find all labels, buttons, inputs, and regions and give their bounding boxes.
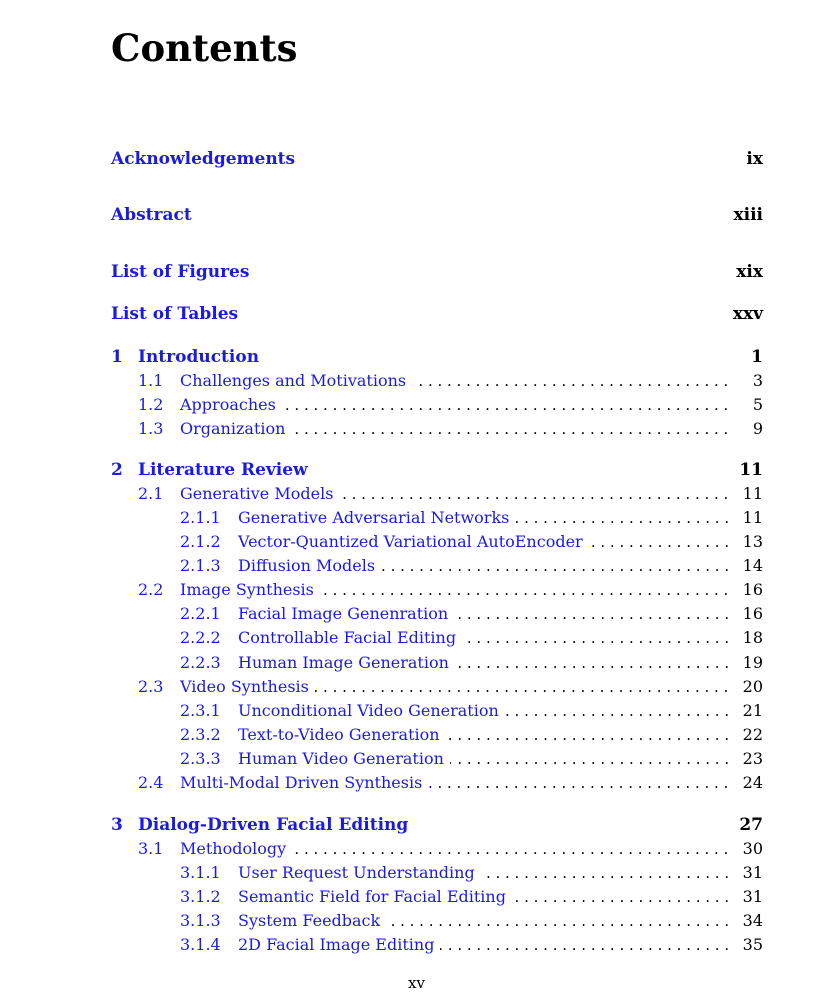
toc-link-title[interactable]: Video Synthesis	[180, 675, 315, 699]
toc-subsection-2-2-3[interactable]	[0, 651, 833, 675]
subsection-number: 2.1.1	[180, 508, 221, 527]
subsection-number: 2.2.1	[180, 604, 221, 623]
toc-section-1-1[interactable]	[0, 369, 833, 393]
subsection-number: 2.2.3	[180, 653, 221, 672]
toc-link-title[interactable]: Generative Adversarial Networks	[238, 506, 515, 530]
toc-page-number: 31	[742, 887, 763, 906]
toc-page-number: 30	[742, 839, 763, 858]
toc-page-number: 22	[742, 725, 763, 744]
toc-subsection-2-1-2[interactable]	[0, 530, 833, 554]
toc-section-2-2[interactable]	[0, 578, 833, 602]
toc-page-number: 13	[742, 532, 763, 551]
toc-page-number: 19	[742, 653, 763, 672]
toc-subsection-2-3-2[interactable]	[0, 723, 833, 747]
toc-link-title[interactable]: Literature Review	[138, 460, 308, 480]
toc-page-number: xiii	[733, 205, 763, 225]
section-number: 2.2	[138, 580, 164, 599]
toc-link-title[interactable]: User Request Understanding	[238, 861, 481, 885]
toc-link-title[interactable]: Diffusion Models	[238, 554, 381, 578]
toc-link-title[interactable]: Generative Models	[180, 482, 339, 506]
toc-chapter-2[interactable]	[0, 458, 833, 482]
chapter-number: 3	[111, 815, 123, 835]
toc-link-title[interactable]: 2D Facial Image Editing	[238, 933, 440, 957]
toc-page-number: 1	[751, 347, 763, 367]
section-number: 2.3	[138, 677, 164, 696]
toc-section-1-2[interactable]	[0, 393, 833, 417]
subsection-number: 2.3.3	[180, 749, 221, 768]
subsection-number: 2.3.1	[180, 701, 221, 720]
toc-page-number: 23	[742, 749, 763, 768]
page-title: Contents	[111, 26, 298, 70]
toc-section-2-4[interactable]	[0, 771, 833, 795]
toc-page-number: 16	[742, 580, 763, 599]
toc-chapter-1[interactable]	[0, 345, 833, 369]
toc-page-number: 9	[752, 419, 763, 438]
toc-section-3-1[interactable]	[0, 837, 833, 861]
subsection-number: 3.1.1	[180, 863, 221, 882]
page-footer-number: xv	[408, 974, 425, 992]
toc-link-title[interactable]: List of Tables	[111, 304, 239, 324]
toc-link-title[interactable]: Human Video Generation	[238, 747, 450, 771]
toc-page-number: 31	[742, 863, 763, 882]
toc-page-number: 21	[742, 701, 763, 720]
toc-page-number: 24	[742, 773, 763, 792]
section-number: 3.1	[138, 839, 164, 858]
toc-link-title[interactable]: Challenges and Motivations	[180, 369, 412, 393]
toc-entry-list-of-figures[interactable]	[0, 260, 833, 284]
toc-link-title[interactable]: Multi-Modal Driven Synthesis	[180, 771, 428, 795]
section-number: 1.3	[138, 419, 164, 438]
chapter-number: 1	[111, 347, 123, 367]
toc-page-number: xix	[736, 262, 763, 282]
subsection-number: 3.1.4	[180, 935, 221, 954]
toc-entry-abstract[interactable]	[0, 203, 833, 227]
toc-subsection-3-1-3[interactable]	[0, 909, 833, 933]
toc-link-title[interactable]: Acknowledgements	[111, 149, 296, 169]
toc-link-title[interactable]: System Feedback	[238, 909, 386, 933]
toc-link-title[interactable]: Human Image Generation	[238, 651, 455, 675]
toc-section-2-1[interactable]	[0, 482, 833, 506]
toc-link-title[interactable]: Dialog-Driven Facial Editing	[138, 815, 409, 835]
toc-page-number: 5	[752, 395, 763, 414]
toc-page-number: 20	[742, 677, 763, 696]
toc-page-number: 3	[752, 371, 763, 390]
section-number: 1.2	[138, 395, 164, 414]
toc-page-number: 18	[742, 628, 763, 647]
subsection-number: 2.3.2	[180, 725, 221, 744]
toc-subsection-3-1-2[interactable]	[0, 885, 833, 909]
toc-link-title[interactable]: Approaches	[180, 393, 282, 417]
toc-link-title[interactable]: Text-to-Video Generation	[238, 723, 446, 747]
toc-page-number: ix	[746, 149, 763, 169]
toc-page-number: 34	[742, 911, 763, 930]
toc-section-1-3[interactable]	[0, 417, 833, 441]
toc-chapter-3[interactable]	[0, 813, 833, 837]
toc-page-number: 11	[742, 508, 763, 527]
subsection-number: 3.1.3	[180, 911, 221, 930]
toc-subsection-2-3-3[interactable]	[0, 747, 833, 771]
toc-link-title[interactable]: List of Figures	[111, 262, 250, 282]
toc-entry-acknowledgements[interactable]	[0, 147, 833, 171]
toc-page-number: 27	[739, 815, 763, 835]
toc-link-title[interactable]: Semantic Field for Facial Editing	[238, 885, 512, 909]
section-number: 2.1	[138, 484, 164, 503]
toc-subsection-3-1-4[interactable]	[0, 933, 833, 957]
toc-page-number: 11	[739, 460, 763, 480]
toc-page-number: 16	[742, 604, 763, 623]
subsection-number: 2.1.2	[180, 532, 221, 551]
toc-link-title[interactable]: Introduction	[138, 347, 260, 367]
toc-page-number: 11	[742, 484, 763, 503]
toc-subsection-2-1-3[interactable]	[0, 554, 833, 578]
toc-page-number: 14	[742, 556, 763, 575]
chapter-number: 2	[111, 460, 123, 480]
toc-link-title[interactable]: Facial Image Genenration	[238, 602, 454, 626]
toc-section-2-3[interactable]	[0, 675, 833, 699]
toc-page-number: xxv	[732, 304, 763, 324]
toc-subsection-2-1-1[interactable]	[0, 506, 833, 530]
subsection-number: 2.2.2	[180, 628, 221, 647]
toc-subsection-2-2-2[interactable]	[0, 626, 833, 650]
toc-link-title[interactable]: Abstract	[111, 205, 192, 225]
toc-subsection-2-3-1[interactable]	[0, 699, 833, 723]
toc-link-title[interactable]: Organization	[180, 417, 291, 441]
toc-link-title[interactable]: Vector-Quantized Variational AutoEncoder	[238, 530, 589, 554]
section-number: 1.1	[138, 371, 164, 390]
toc-link-title[interactable]: Image Synthesis	[180, 578, 320, 602]
toc-page-number: 35	[742, 935, 763, 954]
section-number: 2.4	[138, 773, 164, 792]
toc-entry-list-of-tables[interactable]	[0, 302, 833, 326]
toc-link-title[interactable]: Methodology	[180, 837, 292, 861]
subsection-number: 2.1.3	[180, 556, 221, 575]
toc-subsection-3-1-1[interactable]	[0, 861, 833, 885]
toc-subsection-2-2-1[interactable]	[0, 602, 833, 626]
toc-link-title[interactable]: Unconditional Video Generation	[238, 699, 505, 723]
subsection-number: 3.1.2	[180, 887, 221, 906]
toc-link-title[interactable]: Controllable Facial Editing	[238, 626, 462, 650]
